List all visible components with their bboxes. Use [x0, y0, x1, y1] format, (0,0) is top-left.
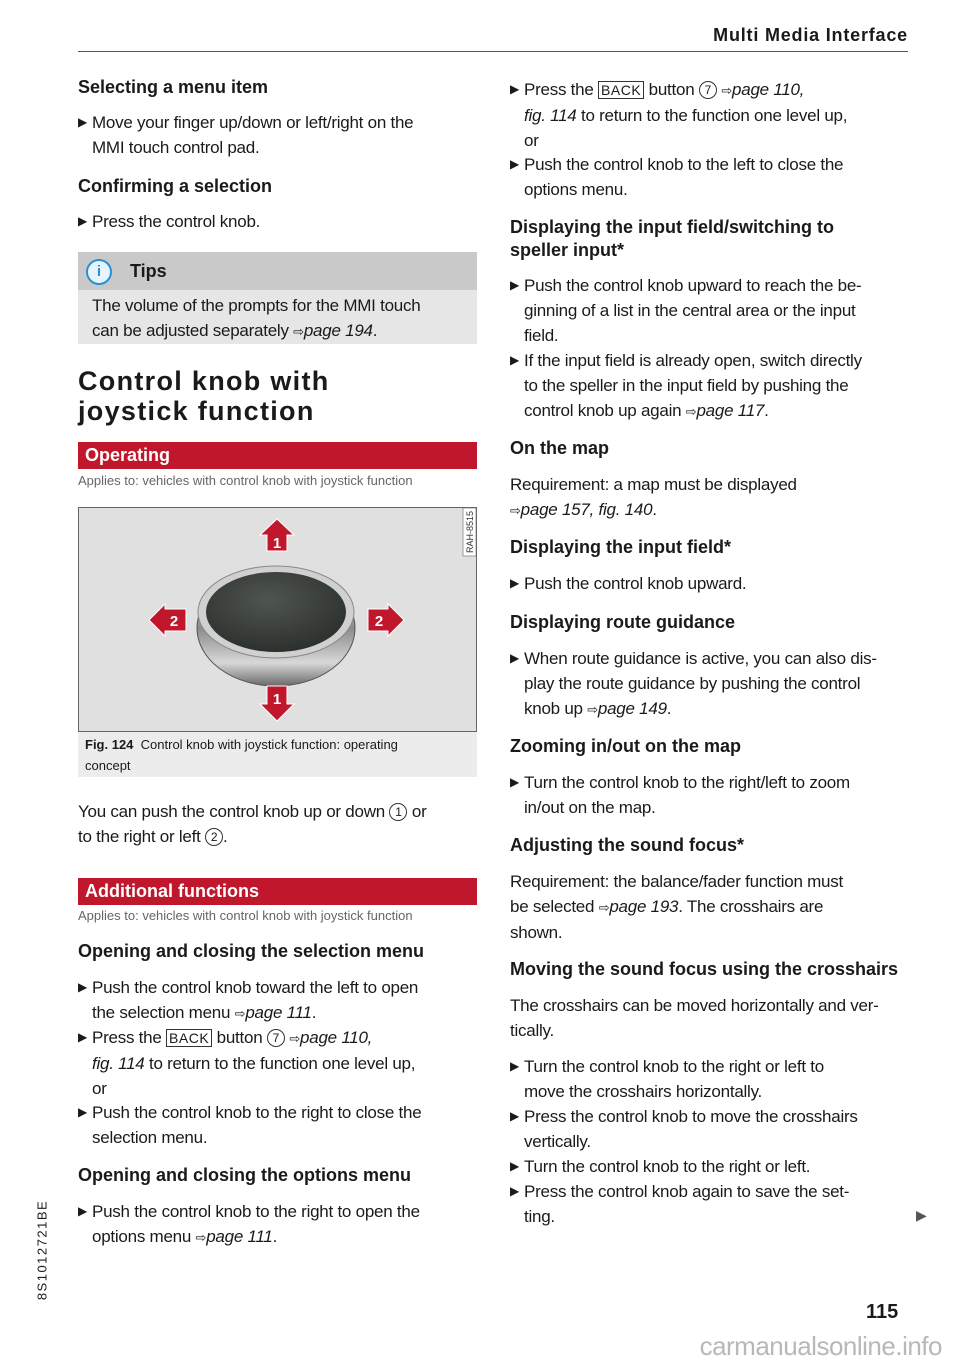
text-span: Turn the control knob to the right/left to zoom [524, 773, 850, 792]
bullet-icon: ▶ [510, 278, 519, 292]
text-span: control knob up again [524, 401, 686, 420]
text-span: tically. [510, 1021, 554, 1040]
heading-options-menu: Opening and closing the options menu [78, 1165, 411, 1185]
page-ref-arrow-icon: ⇨ [293, 324, 304, 339]
bullet-item [510, 1104, 858, 1154]
bullet-icon: ▶ [78, 115, 87, 129]
figure-caption [78, 732, 477, 777]
heading-display-input-field: Displaying the input field* [510, 537, 732, 557]
heading-sound-focus: Adjusting the sound focus* [510, 835, 744, 855]
applies-to-note: Applies to: vehicles with control knob with joystick function [78, 908, 413, 923]
paragraph [78, 799, 427, 849]
back-key-label: BACK [166, 1029, 212, 1047]
text-span: . [272, 1227, 278, 1246]
bullet-item [510, 770, 850, 820]
heading-line: Displaying the input field/switching to [510, 217, 834, 237]
text-span: selection menu. [92, 1128, 208, 1147]
arrow-label: 1 [272, 691, 282, 708]
bullet-item [510, 273, 861, 348]
text-span: Turn the control knob to the right or left to [524, 1057, 824, 1076]
control-knob-illustration [79, 508, 476, 731]
text-line [78, 1000, 418, 1026]
text-line [92, 318, 420, 344]
figure-control-knob [78, 507, 477, 732]
heading-zooming: Zooming in/out on the map [510, 736, 741, 756]
text-line [78, 209, 260, 234]
arrow-left-icon [149, 604, 186, 636]
running-header: Multi Media Interface [713, 25, 908, 45]
bullet-item [510, 348, 862, 424]
text-span: field. [524, 326, 559, 345]
text-span: MMI touch control pad. [92, 138, 260, 157]
text-line [510, 993, 879, 1018]
text-span: You can push the control knob up or down [78, 802, 390, 821]
text-line [510, 152, 843, 177]
bullet-icon: ▶ [510, 576, 519, 590]
text-line [510, 398, 862, 424]
paragraph [510, 472, 797, 523]
figure-code-text: RAH-8515 [465, 510, 475, 554]
text-line [510, 571, 746, 596]
page-ref-arrow-icon: ⇨ [721, 83, 733, 98]
text-span: . [311, 1003, 317, 1022]
text-span: play the route guidance by pushing the control [524, 674, 861, 693]
bullet-item [510, 571, 746, 596]
heading-selecting-menu-item: Selecting a menu item [78, 77, 269, 97]
page-reference-link[interactable]: page 110, [300, 1028, 373, 1047]
text-span: or [92, 1079, 107, 1098]
text-line [78, 110, 413, 135]
page-ref-arrow-icon: ⇨ [195, 1230, 207, 1245]
text-span: Press the control knob again to save the set- [524, 1182, 850, 1201]
tips-title: Tips [130, 261, 167, 281]
text-line [510, 671, 877, 696]
text-span: knob up [524, 699, 588, 718]
heading-on-the-map: On the map [510, 438, 610, 458]
text-span: ting. [524, 1207, 555, 1226]
text-line [78, 1025, 415, 1051]
text-line [510, 373, 862, 398]
bullet-icon: ▶ [510, 651, 519, 665]
text-span: Press the control knob to move the crosshairs [524, 1107, 858, 1126]
text-span: Requirement: the balance/fader function must [510, 872, 843, 891]
bullet-item [510, 1179, 849, 1229]
text-line [510, 128, 847, 153]
page-reference-link[interactable]: page 111 [245, 1003, 312, 1022]
heading-selection-menu: Opening and closing the selection menu [78, 941, 425, 961]
text-line [510, 920, 843, 945]
heading-confirming-selection: Confirming a selection [78, 176, 273, 196]
callout-number-icon: 7 [699, 81, 717, 99]
text-span: . [666, 699, 672, 718]
text-line [510, 1018, 879, 1043]
bullet-item [510, 152, 843, 202]
page-reference-link[interactable]: page 110, [732, 80, 805, 99]
text-line [510, 696, 877, 722]
figure-caption-text: concept [85, 758, 131, 773]
page-reference-link[interactable]: page 194 [303, 321, 373, 340]
text-line [510, 646, 877, 671]
text-span: Requirement: a map must be displayed [510, 475, 797, 494]
text-span: to return to the function one level up, [144, 1054, 416, 1073]
page-reference-link[interactable]: page 111 [206, 1227, 273, 1246]
bullet-item [78, 110, 413, 160]
text-span: the selection menu [92, 1003, 235, 1022]
text-span: . [223, 827, 228, 846]
text-line [510, 1179, 849, 1204]
header-rule [78, 51, 908, 52]
bullet-icon: ▶ [510, 775, 519, 789]
figure-reference: fig. 114 [524, 106, 577, 125]
text-span: Push the control knob upward. [524, 574, 747, 593]
text-line [78, 1076, 415, 1101]
arrow-label: 2 [374, 613, 384, 630]
text-span: to the right or left [78, 827, 206, 846]
arrow-down-icon [260, 686, 294, 721]
text-line [78, 824, 427, 849]
bullet-icon: ▶ [510, 1184, 519, 1198]
text-line [510, 1154, 810, 1179]
text-line [510, 177, 843, 202]
text-span: Turn the control knob to the right or left. [524, 1157, 811, 1176]
text-line [78, 1051, 415, 1076]
bullet-item [78, 1199, 420, 1250]
knob-top [206, 572, 346, 652]
text-line [78, 1125, 421, 1150]
callout-number-icon: 1 [389, 803, 407, 821]
text-span: vertically. [524, 1132, 591, 1151]
text-span: can be adjusted separately [92, 321, 294, 340]
document-code: 8S1012721BE [34, 1199, 50, 1301]
text-line [78, 1100, 421, 1125]
text-span: The crosshairs can be moved horizontally and ver- [510, 996, 879, 1015]
arrow-label: 1 [272, 535, 282, 552]
text-line [510, 497, 797, 523]
text-line [510, 77, 847, 103]
text-line [510, 273, 861, 298]
bullet-icon: ▶ [510, 1159, 519, 1173]
page-reference-link[interactable]: page 157, fig. 140 [520, 500, 653, 519]
paragraph [510, 993, 879, 1043]
text-span: Press the [524, 80, 599, 99]
text-span: to return to the function one level up, [576, 106, 848, 125]
figure-number: Fig. 124 [85, 737, 134, 752]
text-line [510, 348, 862, 373]
text-span: to the speller in the input field by pushing the [524, 376, 849, 395]
text-line [510, 472, 797, 497]
text-span: The volume of the prompts for the MMI touch [92, 296, 421, 315]
continue-arrow-icon: ▶ [916, 1207, 927, 1223]
subsection-bar-operating: Operating [78, 442, 477, 469]
text-span: options menu [92, 1227, 196, 1246]
figure-reference: fig. 114 [92, 1054, 145, 1073]
bullet-icon: ▶ [78, 980, 87, 994]
text-line [510, 869, 843, 894]
text-line [78, 1199, 420, 1224]
text-line [510, 298, 861, 323]
text-span: Push the control knob toward the left to open [92, 978, 419, 997]
page-number: 115 [866, 1301, 899, 1323]
text-span: . [372, 321, 378, 340]
heading-line: speller input* [510, 240, 625, 260]
bullet-icon: ▶ [510, 82, 519, 96]
text-span: Move your finger up/down or left/right on the [92, 113, 414, 132]
bullet-icon: ▶ [78, 1105, 87, 1119]
bullet-item [78, 209, 260, 234]
text-line [78, 135, 413, 160]
tips-text [92, 293, 420, 344]
text-line [510, 795, 850, 820]
text-span: When route guidance is active, you can also dis- [524, 649, 877, 668]
text-span: button [212, 1028, 267, 1047]
callout-number-icon: 2 [205, 828, 223, 846]
text-span: ginning of a list in the central area or the input [524, 301, 856, 320]
text-span: If the input field is already open, switch directly [524, 351, 862, 370]
heading-route-guidance: Displaying route guidance [510, 612, 736, 632]
watermark: carmanualsonline.info [699, 1331, 942, 1361]
text-line [510, 1079, 824, 1104]
text-span: . [652, 500, 657, 519]
bullet-item [510, 1154, 810, 1179]
arrow-label: 2 [169, 613, 179, 630]
info-icon: i [86, 259, 112, 285]
text-line [510, 1204, 849, 1229]
text-line [510, 1104, 858, 1129]
page-ref-arrow-icon: ⇨ [510, 503, 521, 518]
bullet-item [510, 646, 877, 722]
text-span: Press the [92, 1028, 167, 1047]
back-key-label: BACK [598, 81, 644, 99]
figure-caption-text: Control knob with joystick function: operating [140, 737, 398, 752]
section-title-line: joystick function [78, 396, 315, 426]
text-line [78, 975, 418, 1000]
text-span: options menu. [524, 180, 628, 199]
bullet-icon: ▶ [510, 353, 519, 367]
text-span: be selected [510, 897, 599, 916]
heading-input-field [510, 216, 834, 262]
bullet-icon: ▶ [78, 1030, 87, 1044]
text-line [92, 293, 420, 318]
text-line [510, 1054, 824, 1079]
page-ref-arrow-icon: ⇨ [685, 404, 697, 419]
text-line [510, 1129, 858, 1154]
text-span: or [407, 802, 427, 821]
text-line [510, 103, 847, 128]
text-span: button [644, 80, 699, 99]
section-title [78, 366, 330, 426]
bullet-item [78, 1100, 421, 1150]
text-line [78, 799, 427, 824]
bullet-icon: ▶ [510, 1059, 519, 1073]
bullet-icon: ▶ [510, 157, 519, 171]
figure-code [463, 508, 476, 556]
text-span: . The crosshairs are [678, 897, 824, 916]
text-span: Push the control knob to the right to open the [92, 1202, 420, 1221]
subsection-bar-additional: Additional functions [78, 878, 477, 905]
page-reference-link[interactable]: page 117 [696, 401, 765, 420]
applies-to-note: Applies to: vehicles with control knob with joystick function [78, 473, 413, 488]
page-ref-arrow-icon: ⇨ [289, 1031, 301, 1046]
bullet-icon: ▶ [510, 1109, 519, 1123]
bullet-icon: ▶ [78, 1204, 87, 1218]
bullet-item [510, 1054, 824, 1104]
page-ref-arrow-icon: ⇨ [587, 702, 598, 717]
page-ref-arrow-icon: ⇨ [598, 900, 610, 915]
callout-number-icon: 7 [267, 1029, 285, 1047]
page-ref-arrow-icon: ⇨ [234, 1006, 246, 1021]
text-span: Push the control knob upward to reach the be- [524, 276, 862, 295]
text-span: Push the control knob to the left to close the [524, 155, 844, 174]
text-line [510, 770, 850, 795]
text-span: move the crosshairs horizontally. [524, 1082, 763, 1101]
heading-crosshairs: Moving the sound focus using the crosshairs [510, 959, 899, 979]
bullet-item [78, 975, 418, 1026]
paragraph [510, 869, 843, 945]
text-span: in/out on the map. [524, 798, 656, 817]
section-title-line: Control knob with [78, 366, 330, 396]
text-span: or [524, 131, 539, 150]
arrow-right-icon [368, 604, 404, 636]
bullet-item [78, 1025, 415, 1101]
page-reference-link[interactable]: page 193 [609, 897, 679, 916]
text-span: Press the control knob. [92, 212, 261, 231]
text-span: shown. [510, 923, 563, 942]
bullet-icon: ▶ [78, 214, 87, 228]
bullet-item [510, 77, 847, 153]
text-span: . [764, 401, 769, 420]
text-line [510, 323, 861, 348]
text-line [510, 894, 843, 920]
arrow-up-icon [260, 519, 294, 552]
text-span: Push the control knob to the right to close the [92, 1103, 422, 1122]
text-line [78, 1224, 420, 1250]
page-reference-link[interactable]: page 149 [597, 699, 667, 718]
